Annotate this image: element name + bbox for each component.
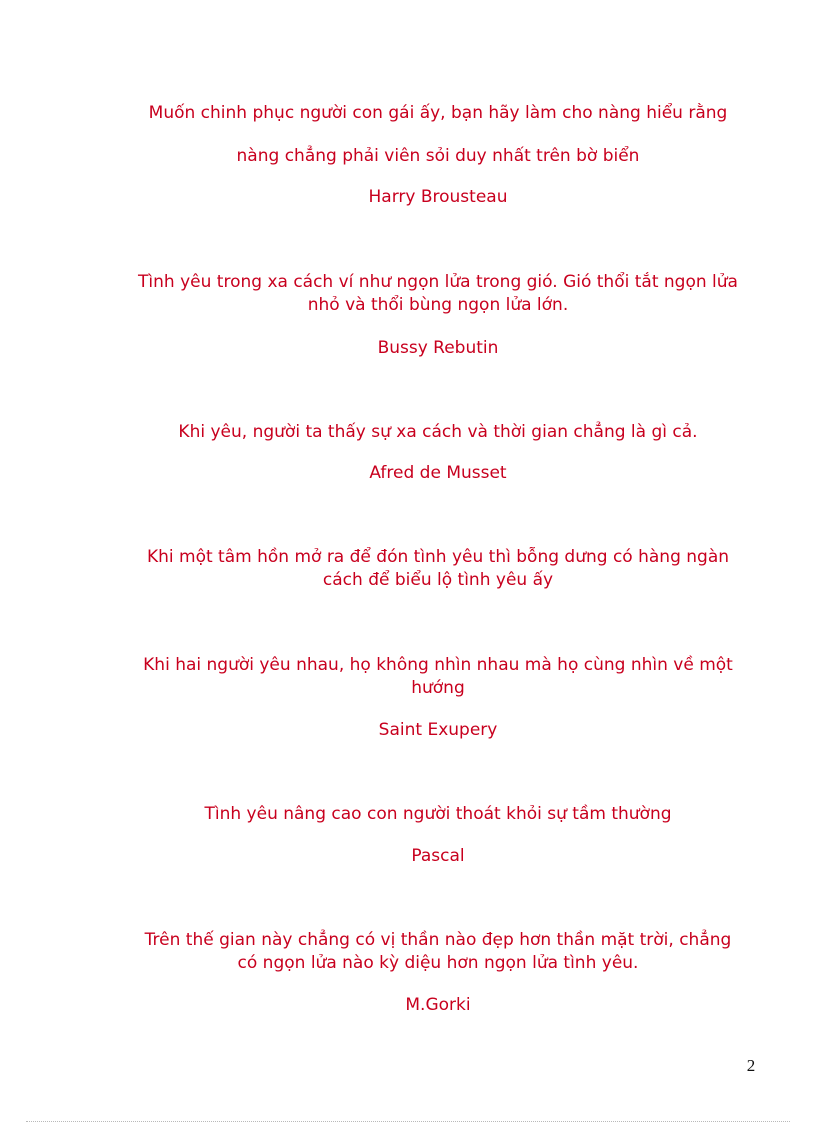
quote-line: Khi một tâm hồn mở ra để đón tình yêu thì bỗng dưng có hàng ngàn: [146, 547, 730, 567]
quote-line: Tình yêu trong xa cách ví như ngọn lửa trong gió. Gió thổi tắt ngọn lửa: [138, 272, 738, 292]
quote-line: Khi hai người yêu nhau, họ không nhìn nhau mà họ cùng nhìn về một: [143, 655, 733, 675]
quote-line: Trên thế gian này chẳng có vị thần nào đẹp hơn thần mặt trời, chẳng: [144, 930, 732, 950]
quote-line: có ngọn lửa nào kỳ diệu hơn ngọn lửa tình yêu.: [237, 953, 639, 973]
quote-author: Afred de Musset: [369, 463, 507, 483]
quote-author: M.Gorki: [405, 995, 471, 1015]
quote-line: Muốn chinh phục người con gái ấy, bạn hãy làm cho nàng hiểu rằng: [148, 103, 728, 123]
quote-line: nàng chẳng phải viên sỏi duy nhất trên bờ biển: [236, 146, 640, 166]
quote-line: nhỏ và thổi bùng ngọn lửa lớn.: [307, 295, 569, 315]
quote-line: Khi yêu, người ta thấy sự xa cách và thời gian chẳng là gì cả.: [178, 422, 698, 442]
quote-line: hướng: [411, 678, 465, 698]
quote-line: cách để biểu lộ tình yêu ấy: [322, 570, 554, 590]
page-number: 2: [746, 1056, 756, 1075]
quote-author: Saint Exupery: [378, 720, 498, 740]
quote-author: Pascal: [411, 846, 465, 866]
quote-line: Tình yêu nâng cao con người thoát khỏi sự tầm thường: [204, 804, 672, 824]
footer-divider: [26, 1121, 790, 1122]
quote-author: Bussy Rebutin: [377, 338, 499, 358]
quote-author: Harry Brousteau: [368, 187, 508, 207]
